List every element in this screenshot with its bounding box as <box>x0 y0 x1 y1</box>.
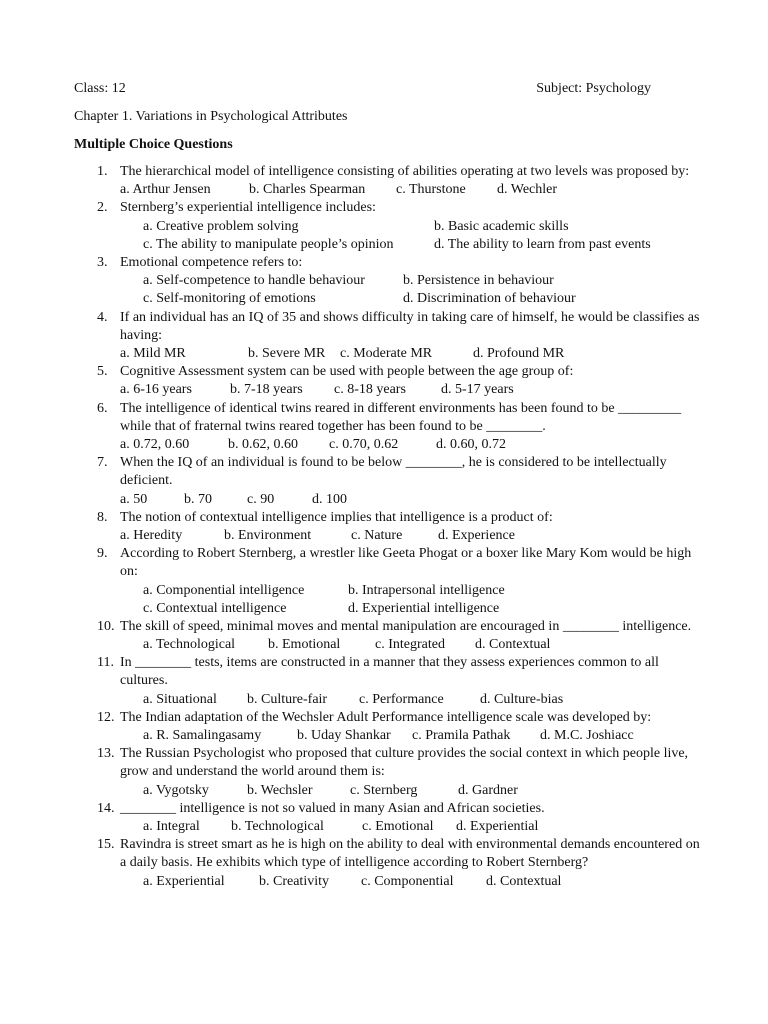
question-number: 2. <box>97 200 108 216</box>
option-row <box>120 290 704 308</box>
question-item <box>0 509 768 545</box>
question-text: The Russian Psychologist who proposed that culture provides the social context in which people live, grow and understand the world around them is: <box>120 746 689 780</box>
answer-option[interactable]: d. Contextual <box>475 637 551 653</box>
answer-option[interactable]: c. Contextual intelligence <box>143 600 287 616</box>
option-row <box>120 582 704 600</box>
question-number: 11. <box>97 655 114 671</box>
question-number: 5. <box>97 364 108 380</box>
question-list <box>0 163 768 891</box>
answer-option[interactable]: b. Creativity <box>259 873 329 889</box>
answer-option[interactable]: b. Emotional <box>268 637 341 653</box>
answer-option[interactable]: c. 0.70, 0.62 <box>329 436 399 452</box>
question-text: In ________ tests, items are constructed in a manner that they assess experiences common to all cultures. <box>120 655 659 689</box>
answer-option[interactable]: d. Discrimination of behaviour <box>403 291 576 307</box>
answer-option[interactable]: c. 90 <box>247 491 275 507</box>
question-text: Ravindra is street smart as he is high on the ability to deal with environmental demands encountered on a daily basis. He exhibits which type of intelligence according to Robert Sternberg? <box>120 837 700 871</box>
option-row <box>120 727 704 745</box>
answer-option[interactable]: c. 8-18 years <box>334 382 406 398</box>
answer-option[interactable]: d. Experiential intelligence <box>348 600 500 616</box>
option-row <box>120 691 704 709</box>
answer-option[interactable]: b. Intrapersonal intelligence <box>348 582 505 598</box>
answer-option[interactable]: d. Experience <box>438 527 515 543</box>
question-number: 13. <box>97 746 115 762</box>
answer-option[interactable]: d. The ability to learn from past events <box>434 236 651 252</box>
answer-option[interactable]: a. Situational <box>143 691 217 707</box>
option-row <box>120 527 704 545</box>
answer-option[interactable]: a. 6-16 years <box>120 382 192 398</box>
question-text: The notion of contextual intelligence implies that intelligence is a product of: <box>120 509 553 525</box>
answer-option[interactable]: b. 70 <box>184 491 212 507</box>
question-number: 6. <box>97 400 108 416</box>
answer-option[interactable]: c. Self-monitoring of emotions <box>143 291 316 307</box>
answer-option[interactable]: c. Nature <box>351 527 403 543</box>
answer-option[interactable]: b. 7-18 years <box>230 382 303 398</box>
class-label: Class: 12 <box>74 81 126 96</box>
option-row <box>120 381 704 399</box>
answer-option[interactable]: a. Integral <box>143 819 200 835</box>
header-row <box>74 80 651 98</box>
answer-option[interactable]: c. Performance <box>359 691 444 707</box>
answer-option[interactable]: b. Severe MR <box>248 345 326 361</box>
question-text: If an individual has an IQ of 35 and shows difficulty in taking care of himself, he would be classifies as having: <box>120 309 700 343</box>
question-number: 10. <box>97 618 115 634</box>
answer-option[interactable]: c. The ability to manipulate people’s opinion <box>143 236 394 252</box>
answer-option[interactable]: a. Self-competence to handle behaviour <box>143 273 365 289</box>
question-item <box>0 254 768 309</box>
question-item <box>0 545 768 618</box>
question-text: When the IQ of an individual is found to be below ________, he is considered to be intellectually deficient. <box>120 455 667 489</box>
answer-option[interactable]: a. Heredity <box>120 527 183 543</box>
chapter-title: Chapter 1. Variations in Psychological Attributes <box>74 109 348 124</box>
answer-option[interactable]: b. Technological <box>231 819 324 835</box>
answer-option[interactable]: c. Emotional <box>362 819 434 835</box>
answer-option[interactable]: d. Wechler <box>497 182 558 198</box>
question-text: According to Robert Sternberg, a wrestler like Geeta Phogat or a boxer like Mary Kom would be high on: <box>120 546 692 580</box>
subject-label: Subject: Psychology <box>536 81 651 96</box>
option-row <box>120 491 704 509</box>
question-text: Sternberg’s experiential intelligence includes: <box>120 200 376 216</box>
answer-option[interactable]: b. Basic academic skills <box>434 218 569 234</box>
option-row <box>120 345 704 363</box>
answer-option[interactable]: a. Componential intelligence <box>143 582 305 598</box>
question-item <box>0 454 768 509</box>
answer-option[interactable]: b. Culture-fair <box>247 691 328 707</box>
answer-option[interactable]: b. Uday Shankar <box>297 728 391 744</box>
question-text: The Indian adaptation of the Wechsler Adult Performance intelligence scale was developed by: <box>120 709 652 725</box>
answer-option[interactable]: c. Componential <box>361 873 454 889</box>
answer-option[interactable]: b. Charles Spearman <box>249 182 366 198</box>
answer-option[interactable]: d. 5-17 years <box>441 382 514 398</box>
question-item <box>0 309 768 364</box>
option-row <box>120 236 704 254</box>
option-row <box>120 818 704 836</box>
question-number: 14. <box>97 800 115 816</box>
answer-option[interactable]: c. Sternberg <box>350 782 418 798</box>
option-row <box>120 436 704 454</box>
question-number: 7. <box>97 455 108 471</box>
question-item <box>0 363 768 399</box>
question-number: 3. <box>97 254 108 270</box>
answer-option[interactable]: d. 0.60, 0.72 <box>436 436 506 452</box>
question-number: 12. <box>97 709 115 725</box>
answer-option[interactable]: d. M.C. Joshiacc <box>540 728 634 744</box>
question-number: 15. <box>97 837 115 853</box>
question-item <box>0 163 768 199</box>
answer-option[interactable]: c. Integrated <box>375 637 445 653</box>
answer-option[interactable]: c. Moderate MR <box>340 345 433 361</box>
question-item <box>0 618 768 654</box>
question-item <box>0 836 768 891</box>
option-row <box>120 873 704 891</box>
option-row <box>120 272 704 290</box>
option-row <box>120 181 704 199</box>
answer-option[interactable]: b. Wechsler <box>247 782 313 798</box>
question-item <box>0 654 768 709</box>
answer-option[interactable]: a. Arthur Jensen <box>120 182 211 198</box>
answer-option[interactable]: a. Vygotsky <box>143 782 209 798</box>
answer-option[interactable]: d. Gardner <box>458 782 518 798</box>
answer-option[interactable]: d. Profound MR <box>473 345 565 361</box>
section-title: Multiple Choice Questions <box>74 137 233 152</box>
question-number: 4. <box>97 309 108 325</box>
answer-option[interactable]: a. R. Samalingasamy <box>143 728 262 744</box>
question-item <box>0 709 768 745</box>
question-text: Emotional competence refers to: <box>120 254 303 270</box>
answer-option[interactable]: d. 100 <box>312 491 347 507</box>
question-text: The intelligence of identical twins reared in different environments has been found to be _________ while that of fraternal twins reared together has been found to be ________. <box>120 400 682 434</box>
question-text: Cognitive Assessment system can be used with people between the age group of: <box>120 364 574 380</box>
option-row <box>120 636 704 654</box>
question-text: ________ intelligence is not so valued in many Asian and African societies. <box>120 800 545 816</box>
question-item <box>0 199 768 254</box>
answer-option[interactable]: b. Persistence in behaviour <box>403 273 554 289</box>
answer-option[interactable]: a. 0.72, 0.60 <box>120 436 190 452</box>
answer-option[interactable]: c. Pramila Pathak <box>412 728 511 744</box>
answer-option[interactable]: a. Creative problem solving <box>143 218 299 234</box>
answer-option[interactable]: a. 50 <box>120 491 148 507</box>
question-text: The skill of speed, minimal moves and mental manipulation are encouraged in ________ intelligence. <box>120 618 692 634</box>
answer-option[interactable]: a. Experiential <box>143 873 225 889</box>
answer-option[interactable]: b. Environment <box>224 527 312 543</box>
option-row <box>120 600 704 618</box>
answer-option[interactable]: d. Experiential <box>456 819 539 835</box>
answer-option[interactable]: a. Mild MR <box>120 345 186 361</box>
question-number: 1. <box>97 164 108 179</box>
answer-option[interactable]: d. Contextual <box>486 873 562 889</box>
question-item <box>0 800 768 836</box>
option-row <box>120 782 704 800</box>
question-number: 9. <box>97 546 108 562</box>
question-item <box>0 745 768 800</box>
question-text: The hierarchical model of intelligence consisting of abilities operating at two levels was proposed by: <box>120 164 690 179</box>
answer-option[interactable]: d. Culture-bias <box>480 691 564 707</box>
question-number: 8. <box>97 509 108 525</box>
answer-option[interactable]: c. Thurstone <box>396 182 466 198</box>
question-item <box>0 400 768 455</box>
answer-option[interactable]: b. 0.62, 0.60 <box>228 436 298 452</box>
option-row <box>120 218 704 236</box>
answer-option[interactable]: a. Technological <box>143 637 236 653</box>
